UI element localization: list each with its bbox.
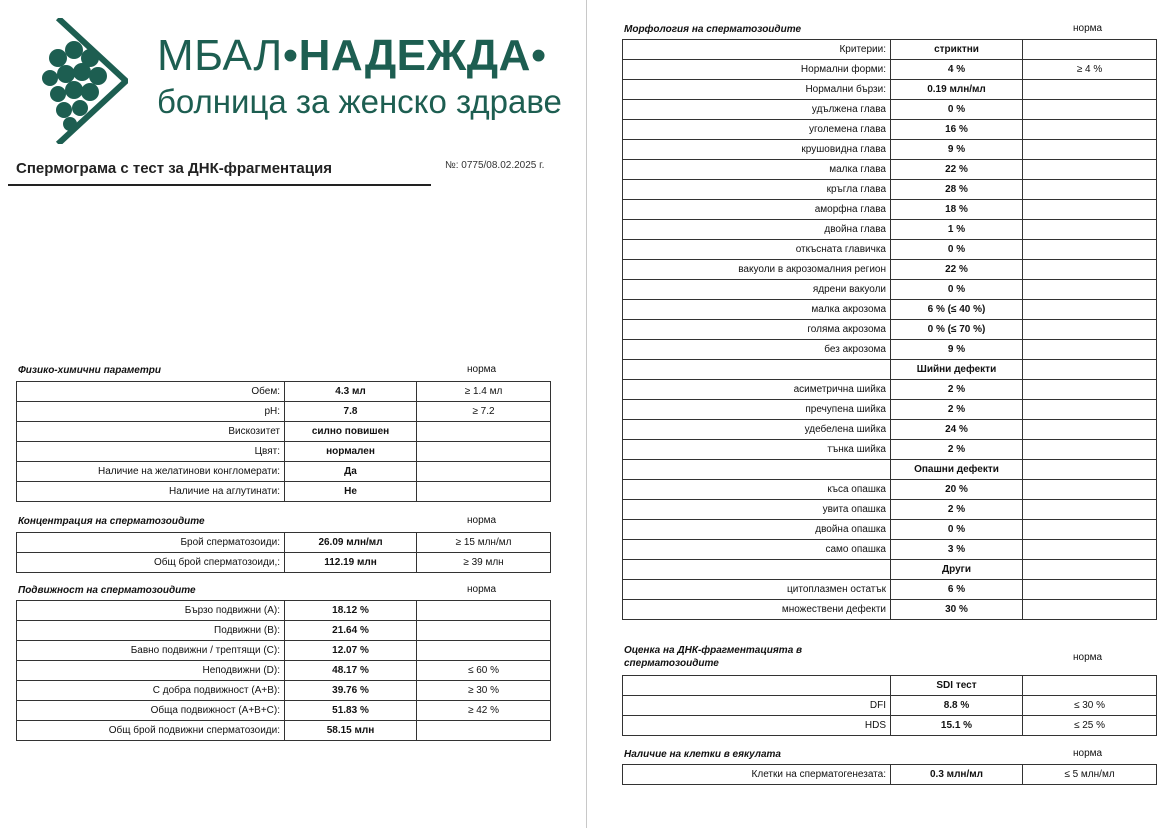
- row-label: Обем:: [17, 382, 285, 402]
- row-value: 6 % (≤ 40 %): [891, 300, 1023, 320]
- row-norm: [1023, 240, 1157, 260]
- row-subheader: Шийни дефекти: [891, 360, 1023, 380]
- table-row: [623, 520, 1157, 540]
- table-row: [623, 460, 1157, 480]
- row-subheader: SDI тест: [891, 676, 1023, 696]
- cells-table: [622, 764, 1157, 785]
- row-label: Общ брой сперматозоиди,:: [17, 553, 285, 573]
- table-row: [17, 701, 551, 721]
- row-norm: [1023, 400, 1157, 420]
- row-value: 12.07 %: [285, 641, 417, 661]
- row-value: Да: [285, 462, 417, 482]
- row-subheader: Опашни дефекти: [891, 460, 1023, 480]
- norm-header-morphology: норма: [1073, 23, 1103, 34]
- row-value: нормален: [285, 442, 417, 462]
- row-value: 2 %: [891, 380, 1023, 400]
- table-row: [623, 380, 1157, 400]
- table-row: [623, 716, 1157, 736]
- row-label: множествени дефекти: [623, 600, 891, 620]
- row-label: [623, 460, 891, 480]
- row-norm: ≥ 30 %: [417, 681, 551, 701]
- row-label: двойна опашка: [623, 520, 891, 540]
- row-norm: [1023, 160, 1157, 180]
- row-norm: [1023, 540, 1157, 560]
- logo-nadezhda: НАДЕЖДА: [298, 31, 531, 80]
- row-norm: [1023, 280, 1157, 300]
- concentration-table: [16, 532, 551, 573]
- table-row: [623, 220, 1157, 240]
- row-norm: [1023, 180, 1157, 200]
- table-row: [623, 140, 1157, 160]
- row-norm: [417, 442, 551, 462]
- row-value: 4.3 мл: [285, 382, 417, 402]
- row-norm: ≥ 15 млн/мл: [417, 533, 551, 553]
- table-row: [623, 300, 1157, 320]
- table-row: [17, 553, 551, 573]
- dna-tbody: [623, 676, 1157, 736]
- row-value: 48.17 %: [285, 661, 417, 681]
- row-norm: [1023, 200, 1157, 220]
- row-label: вакуоли в акрозомалния регион: [623, 260, 891, 280]
- row-value: 9 %: [891, 340, 1023, 360]
- row-norm: [1023, 80, 1157, 100]
- row-value: 15.1 %: [891, 716, 1023, 736]
- row-value: 22 %: [891, 260, 1023, 280]
- table-row: [623, 560, 1157, 580]
- row-value: 2 %: [891, 400, 1023, 420]
- table-row: [17, 382, 551, 402]
- row-norm: [1023, 300, 1157, 320]
- row-norm: ≥ 39 млн: [417, 553, 551, 573]
- norm-header-dna: норма: [1073, 652, 1103, 663]
- row-subheader: Други: [891, 560, 1023, 580]
- table-row: [623, 200, 1157, 220]
- row-value: 8.8 %: [891, 696, 1023, 716]
- row-norm: [1023, 360, 1157, 380]
- row-label: Цвят:: [17, 442, 285, 462]
- row-label: Общ брой подвижни сперматозоиди:: [17, 721, 285, 741]
- row-norm: [1023, 480, 1157, 500]
- table-row: [623, 540, 1157, 560]
- physchem-tbody: [17, 382, 551, 502]
- row-label: Подвижни (B):: [17, 621, 285, 641]
- row-label: Наличие на желатинови конгломерати:: [17, 462, 285, 482]
- row-value: 0 % (≤ 70 %): [891, 320, 1023, 340]
- table-row: [623, 676, 1157, 696]
- row-value: 26.09 млн/мл: [285, 533, 417, 553]
- row-label: асиметрична шийка: [623, 380, 891, 400]
- motility-tbody: [17, 601, 551, 741]
- row-label: малка глава: [623, 160, 891, 180]
- table-row: [623, 80, 1157, 100]
- table-row: [623, 240, 1157, 260]
- row-label: Неподвижни (D):: [17, 661, 285, 681]
- row-label: [623, 676, 891, 696]
- row-label: Наличие на аглутинати:: [17, 482, 285, 502]
- row-norm: [417, 462, 551, 482]
- dna-title-line1: Оценка на ДНК-фрагментацията в: [624, 645, 803, 656]
- row-value: 2 %: [891, 440, 1023, 460]
- row-value: 3 %: [891, 540, 1023, 560]
- row-label: откъсната главичка: [623, 240, 891, 260]
- row-label: Клетки на сперматогенезата:: [623, 765, 891, 785]
- row-label: Бавно подвижни / трептящи (C):: [17, 641, 285, 661]
- table-row: [623, 765, 1157, 785]
- section-title-morphology: Морфология на сперматозоидите: [624, 24, 802, 35]
- logo-grape-icon: [28, 18, 128, 144]
- table-row: [17, 442, 551, 462]
- row-value: 28 %: [891, 180, 1023, 200]
- cells-tbody: [623, 765, 1157, 785]
- row-label: къса опашка: [623, 480, 891, 500]
- row-value: 18 %: [891, 200, 1023, 220]
- table-row: [623, 500, 1157, 520]
- logo-subtitle: болница за женско здраве: [157, 83, 562, 120]
- section-title-physchem: Физико-химични параметри: [18, 365, 161, 376]
- table-row: [17, 661, 551, 681]
- row-value: 9 %: [891, 140, 1023, 160]
- row-label: без акрозома: [623, 340, 891, 360]
- row-value: 0 %: [891, 240, 1023, 260]
- row-label: само опашка: [623, 540, 891, 560]
- row-norm: [1023, 220, 1157, 240]
- row-value: 20 %: [891, 480, 1023, 500]
- row-norm: [1023, 120, 1157, 140]
- table-row: [623, 400, 1157, 420]
- row-label: крушовидна глава: [623, 140, 891, 160]
- row-label: pH:: [17, 402, 285, 422]
- logo-mbal: МБАЛ: [157, 31, 283, 80]
- row-value: 51.83 %: [285, 701, 417, 721]
- row-norm: ≥ 7.2: [417, 402, 551, 422]
- section-title-cells: Наличие на клетки в еякулата: [624, 749, 781, 760]
- row-norm: ≥ 1.4 мл: [417, 382, 551, 402]
- document-number: №: 0775/08.02.2025 г.: [445, 160, 545, 171]
- row-label: уголемена глава: [623, 120, 891, 140]
- motility-table: [16, 600, 551, 741]
- row-norm: [1023, 340, 1157, 360]
- table-row: [17, 402, 551, 422]
- norm-header-physchem: норма: [467, 364, 497, 375]
- row-label: ядрени вакуоли: [623, 280, 891, 300]
- table-row: [17, 681, 551, 701]
- title-underline: [8, 184, 431, 186]
- row-norm: [1023, 520, 1157, 540]
- row-value: 18.12 %: [285, 601, 417, 621]
- row-label: DFI: [623, 696, 891, 716]
- row-label: Обща подвижност (A+B+C):: [17, 701, 285, 721]
- norm-header-cells: норма: [1073, 748, 1103, 759]
- row-norm: [1023, 580, 1157, 600]
- table-row: [623, 60, 1157, 80]
- row-label: HDS: [623, 716, 891, 736]
- row-label: кръгла глава: [623, 180, 891, 200]
- table-row: [623, 340, 1157, 360]
- table-row: [17, 601, 551, 621]
- table-row: [17, 422, 551, 442]
- row-value: 112.19 млн: [285, 553, 417, 573]
- concentration-tbody: [17, 533, 551, 573]
- table-row: [623, 420, 1157, 440]
- row-norm: [1023, 500, 1157, 520]
- row-value: 7.8: [285, 402, 417, 422]
- row-label: увита опашка: [623, 500, 891, 520]
- row-value: 4 %: [891, 60, 1023, 80]
- row-norm: [1023, 420, 1157, 440]
- row-value: 0.19 млн/мл: [891, 80, 1023, 100]
- row-label: Бързо подвижни (A):: [17, 601, 285, 621]
- row-norm: [1023, 260, 1157, 280]
- row-label: удължена глава: [623, 100, 891, 120]
- row-norm: [417, 422, 551, 442]
- row-value: 58.15 млн: [285, 721, 417, 741]
- row-norm: [1023, 560, 1157, 580]
- row-norm: [1023, 320, 1157, 340]
- table-row: [623, 320, 1157, 340]
- table-row: [623, 280, 1157, 300]
- row-norm: ≥ 42 %: [417, 701, 551, 721]
- row-value: 1 %: [891, 220, 1023, 240]
- table-row: [17, 462, 551, 482]
- physchem-table: [16, 381, 551, 502]
- row-value: 22 %: [891, 160, 1023, 180]
- row-value: 0 %: [891, 520, 1023, 540]
- row-norm: [1023, 440, 1157, 460]
- row-norm: ≤ 25 %: [1023, 716, 1157, 736]
- dna-title-line2: сперматозоидите: [624, 658, 719, 669]
- row-label: Брой сперматозоиди:: [17, 533, 285, 553]
- row-value: 24 %: [891, 420, 1023, 440]
- row-norm: [417, 621, 551, 641]
- row-value: 16 %: [891, 120, 1023, 140]
- row-norm: ≥ 4 %: [1023, 60, 1157, 80]
- row-label: Нормални форми:: [623, 60, 891, 80]
- row-label: двойна глава: [623, 220, 891, 240]
- row-value: 6 %: [891, 580, 1023, 600]
- row-value: 0.3 млн/мл: [891, 765, 1023, 785]
- row-value: 0 %: [891, 100, 1023, 120]
- row-norm: [417, 601, 551, 621]
- row-norm: ≤ 30 %: [1023, 696, 1157, 716]
- table-row: [623, 360, 1157, 380]
- row-norm: [1023, 140, 1157, 160]
- row-label: малка акрозома: [623, 300, 891, 320]
- row-norm: [1023, 40, 1157, 60]
- row-value: 21.64 %: [285, 621, 417, 641]
- row-label: тънка шийка: [623, 440, 891, 460]
- row-label: [623, 560, 891, 580]
- row-value: 0 %: [891, 280, 1023, 300]
- morphology-table: [622, 39, 1157, 620]
- logo-title: МБАЛ•НАДЕЖДА•: [157, 31, 547, 80]
- row-label: цитоплазмен остатък: [623, 580, 891, 600]
- table-row: [17, 621, 551, 641]
- table-row: [623, 480, 1157, 500]
- table-row: [623, 40, 1157, 60]
- section-title-dna: [624, 644, 802, 670]
- morphology-tbody: [623, 40, 1157, 620]
- table-row: [623, 100, 1157, 120]
- row-norm: [417, 641, 551, 661]
- row-label: голяма акрозома: [623, 320, 891, 340]
- row-norm: [1023, 380, 1157, 400]
- row-norm: ≤ 60 %: [417, 661, 551, 681]
- table-row: [623, 180, 1157, 200]
- row-norm: ≤ 5 млн/мл: [1023, 765, 1157, 785]
- table-row: [17, 641, 551, 661]
- row-norm: [417, 482, 551, 502]
- row-norm: [1023, 676, 1157, 696]
- document-title: Спермограма с тест за ДНК-фрагментация: [16, 160, 332, 177]
- section-title-motility: Подвижност на сперматозоидите: [18, 585, 196, 596]
- section-title-concentration: Концентрация на сперматозоидите: [18, 516, 205, 527]
- row-label: [623, 360, 891, 380]
- row-norm: [1023, 600, 1157, 620]
- table-row: [623, 696, 1157, 716]
- row-label: удебелена шийка: [623, 420, 891, 440]
- table-row: [623, 440, 1157, 460]
- row-value: Не: [285, 482, 417, 502]
- row-label: Критерии:: [623, 40, 891, 60]
- row-label: аморфна глава: [623, 200, 891, 220]
- row-value: 39.76 %: [285, 681, 417, 701]
- row-value: 2 %: [891, 500, 1023, 520]
- row-label: пречупена шийка: [623, 400, 891, 420]
- row-label: С добра подвижност (A+B):: [17, 681, 285, 701]
- norm-header-concentration: норма: [467, 515, 497, 526]
- table-row: [623, 260, 1157, 280]
- row-value: 30 %: [891, 600, 1023, 620]
- norm-header-motility: норма: [467, 584, 497, 595]
- table-row: [17, 482, 551, 502]
- row-value: силно повишен: [285, 422, 417, 442]
- row-label: Вискозитет: [17, 422, 285, 442]
- row-value: стриктни: [891, 40, 1023, 60]
- table-row: [623, 580, 1157, 600]
- row-norm: [1023, 100, 1157, 120]
- row-label: Нормални бързи:: [623, 80, 891, 100]
- row-norm: [417, 721, 551, 741]
- table-row: [623, 160, 1157, 180]
- page-divider: [586, 0, 587, 828]
- table-row: [623, 600, 1157, 620]
- table-row: [17, 533, 551, 553]
- table-row: [623, 120, 1157, 140]
- row-norm: [1023, 460, 1157, 480]
- dna-table: [622, 675, 1157, 736]
- table-row: [17, 721, 551, 741]
